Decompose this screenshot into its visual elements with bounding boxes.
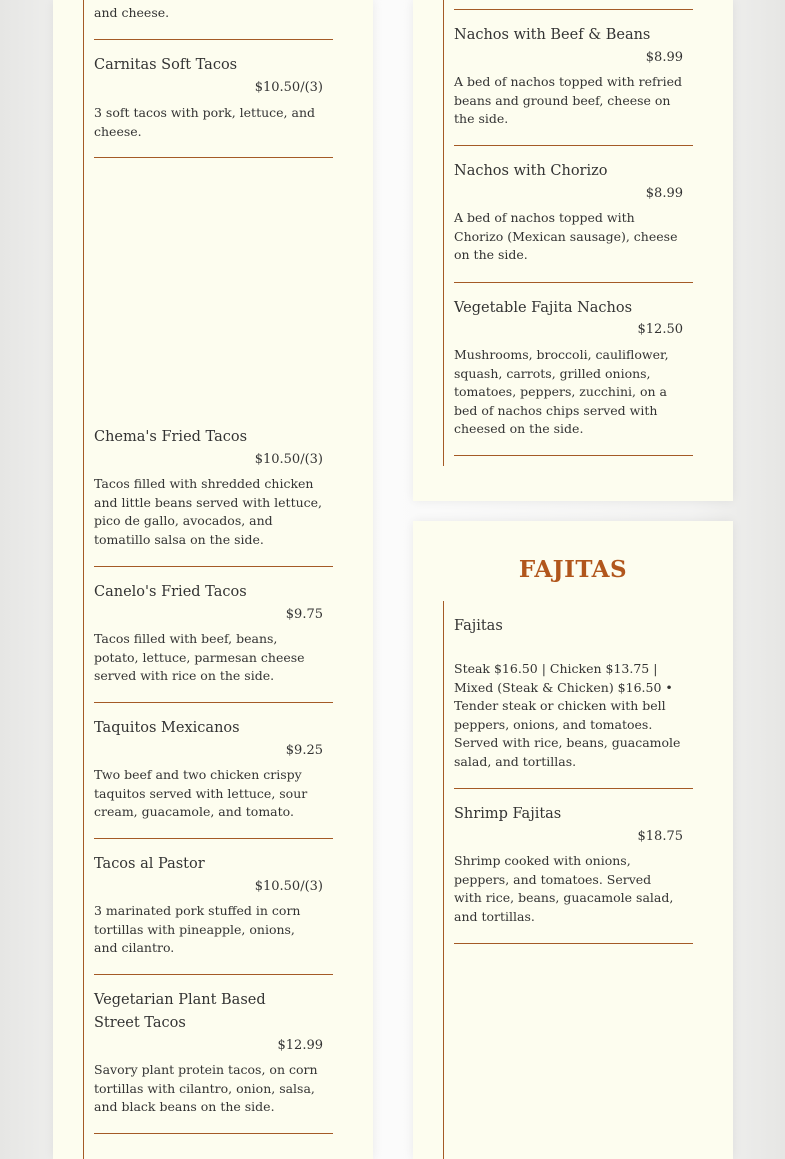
menu-item-description: Two beef and two chicken crispy taquitos served with lettuce, sour cream, guacamole, and tomato. [94, 767, 308, 819]
menu-item-name: Tacos al Pastor [94, 856, 205, 872]
menu-item-price: $9.75 [285, 607, 323, 622]
menu-item-description: 3 marinated pork stuffed in corn tortillas with pineapple, onions, and cilantro. [94, 903, 301, 955]
menu-item-description: Steak $16.50 | Chicken $13.75 | Mixed (Steak & Chicken) $16.50 • Tender steak or chicken with bell peppers, onions, and tomatoes. Served with rice, beans, guacamole salad, and tortillas. [454, 661, 681, 769]
menu-item [94, 839, 333, 975]
menu-item-description: Tacos filled with beef, beans, potato, lettuce, parmesan cheese served with rice on the side. [94, 631, 305, 683]
menu-item-price: $8.99 [645, 186, 683, 201]
menu-item-description: A bed of nachos topped with refried beans and ground beef, cheese on the side. [454, 74, 683, 126]
menu-item [94, 412, 333, 567]
menu-item [454, 601, 693, 789]
menu-item [454, 283, 693, 456]
tacos-menu-card [53, 0, 373, 1159]
nachos-menu-card [413, 0, 733, 501]
menu-item [94, 703, 333, 839]
menu-item-price: $8.99 [645, 50, 683, 65]
menu-item-description: Shrimp cooked with onions, peppers, and tomatoes. Served with rice, beans, guacamole salad, and tortillas. [454, 853, 674, 924]
fajitas-accent-line [443, 601, 444, 1159]
menu-item-price: $12.99 [277, 1038, 323, 1053]
menu-item-price: $12.50 [637, 322, 683, 337]
menu-item-price: $10.50/(3) [254, 452, 323, 467]
menu-item-description: Savory plant protein tacos, on corn tortillas with cilantro, onion, salsa, and black beans on the side. [94, 1062, 318, 1114]
nachos-accent-line [443, 0, 444, 466]
menu-item [94, 40, 333, 158]
menu-item-price: $9.25 [285, 743, 323, 758]
menu-item-price: $18.75 [637, 829, 683, 844]
menu-item-name: Nachos with Chorizo [454, 163, 608, 179]
menu-item-name: Fajitas [454, 618, 503, 634]
menu-item-name: Taquitos Mexicanos [94, 720, 240, 736]
menu-item-description: A bed of nachos topped with Chorizo (Mexican sausage), cheese on the side. [454, 210, 678, 262]
menu-item [454, 789, 693, 944]
menu-item [454, 146, 693, 283]
menu-item-name: Vegetable Fajita Nachos [454, 300, 633, 316]
left-accent-line [83, 0, 84, 1159]
menu-item [94, 567, 333, 703]
menu-item-description: Tacos filled with shredded chicken and little beans served with lettuce, pico de gallo, avocados, and tomatillo salsa on the side. [94, 476, 323, 547]
partial-item-description: and cheese. [94, 5, 170, 20]
menu-item-description: 3 soft tacos with pork, lettuce, and cheese. [94, 105, 315, 139]
menu-item-description: Mushrooms, broccoli, cauliflower, squash, carrots, grilled onions, tomatoes, peppers, zucchini, on a bed of nachos chips served with cheesed on the side. [454, 347, 669, 436]
menu-item-name: Vegetarian Plant Based Street Tacos [94, 992, 266, 1031]
menu-item [454, 10, 693, 146]
section-title: FAJITAS [518, 556, 628, 583]
menu-item-name: Nachos with Beef & Beans [454, 27, 651, 43]
menu-item-name: Shrimp Fajitas [454, 806, 562, 822]
menu-item-name: Canelo's Fried Tacos [94, 584, 247, 600]
menu-item-price: $10.50/(3) [254, 879, 323, 894]
menu-item-name: Carnitas Soft Tacos [94, 57, 238, 73]
menu-item [94, 975, 333, 1134]
menu-item-name: Chema's Fried Tacos [94, 429, 248, 445]
menu-item-price: $10.50/(3) [254, 80, 323, 95]
fajitas-menu-card [413, 521, 733, 1159]
